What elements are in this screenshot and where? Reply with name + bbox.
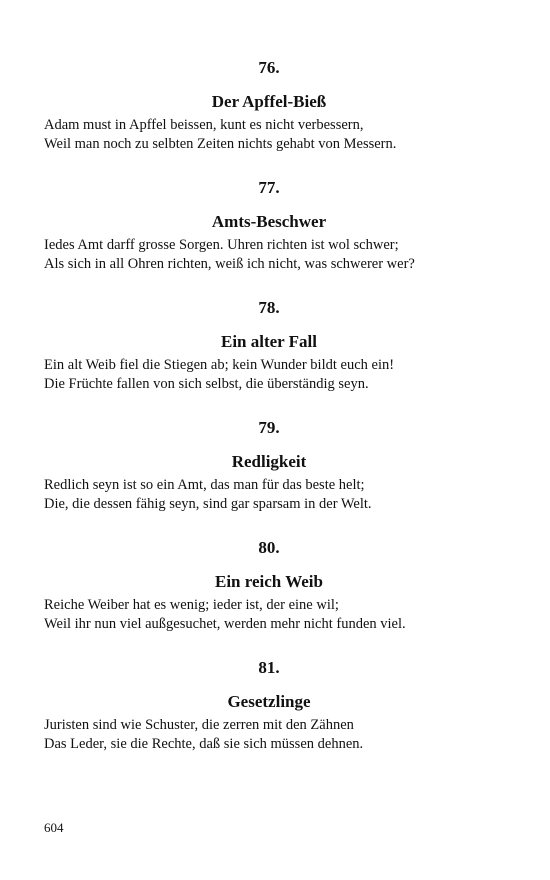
epigram-number: 78. <box>258 298 280 317</box>
epigram-76 <box>44 56 494 153</box>
verse-line: Juristen sind wie Schuster, die zerren mit den Zähnen <box>44 717 354 733</box>
epigram-78 <box>44 296 494 393</box>
verse-line: Iedes Amt darff grosse Sorgen. Uhren richten ist wol schwer; <box>44 237 399 253</box>
epigram-title: Redligkeit <box>231 452 307 471</box>
verse-line: Das Leder, sie die Rechte, daß sie sich müssen dehnen. <box>44 735 364 752</box>
epigram-80 <box>44 536 494 633</box>
verse-line: Weil ihr nun viel außgesuchet, werden mehr nicht funden viel. <box>44 615 406 632</box>
epigram-title: Ein reich Weib <box>214 572 323 591</box>
epigram-79 <box>44 416 494 513</box>
page-body <box>44 56 494 776</box>
verse-line: Die, die dessen fähig seyn, sind gar sparsam in der Welt. <box>44 495 372 512</box>
verse-line: Redlich seyn ist so ein Amt, das man für das beste helt; <box>44 477 365 493</box>
verse-line: Als sich in all Ohren richten, weiß ich nicht, was schwerer wer? <box>44 255 415 272</box>
epigram-title: Der Apffel-Bieß <box>211 92 327 111</box>
epigram-title: Amts-Beschwer <box>211 212 327 231</box>
verse-line: Adam must in Apffel beissen, kunt es nicht verbessern, <box>44 117 364 133</box>
verse-line: Ein alt Weib fiel die Stiegen ab; kein Wunder bildt euch ein! <box>44 357 395 373</box>
epigram-number: 80. <box>258 538 280 557</box>
epigram-title: Gesetzlinge <box>227 692 311 711</box>
page-number: 604 <box>44 820 64 835</box>
epigram-number: 76. <box>258 58 280 77</box>
epigram-number: 77. <box>258 178 280 197</box>
epigram-title: Ein alter Fall <box>220 332 317 351</box>
verse-line: Die Früchte fallen von sich selbst, die überständig seyn. <box>44 375 369 392</box>
verse-line: Weil man noch zu selbten Zeiten nichts gehabt von Messern. <box>44 135 397 152</box>
epigram-81 <box>44 656 494 753</box>
verse-line: Reiche Weiber hat es wenig; ieder ist, der eine wil; <box>44 597 339 613</box>
epigram-number: 81. <box>258 658 280 677</box>
epigram-77 <box>44 176 494 273</box>
epigram-number: 79. <box>258 418 280 437</box>
